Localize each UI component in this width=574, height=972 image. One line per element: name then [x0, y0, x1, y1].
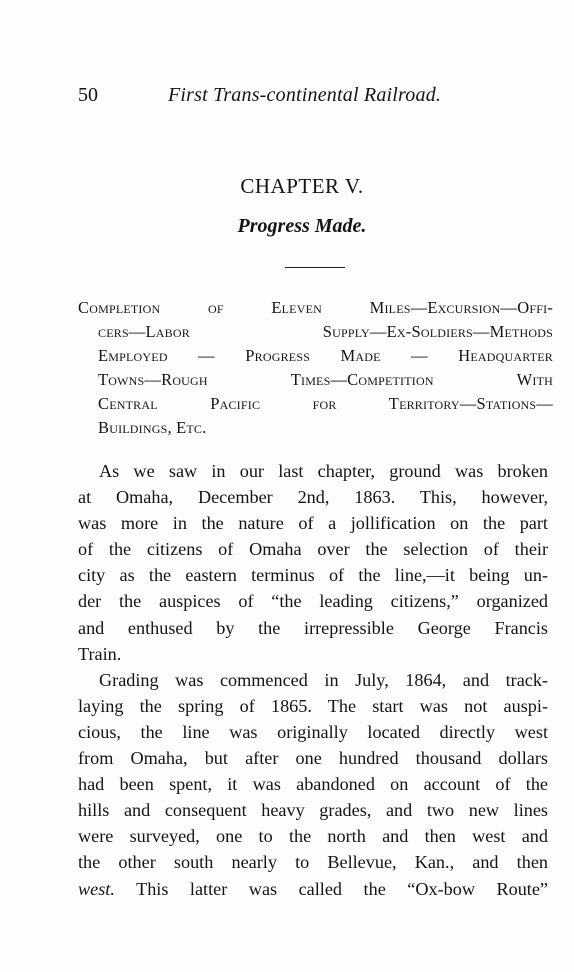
italic-word: west. — [78, 878, 115, 899]
page-number: 50 — [78, 84, 98, 106]
text-line: were surveyed, one to the north and then west and — [78, 826, 548, 847]
body-text — [78, 458, 548, 902]
text-line: hills and consequent heavy grades, and two new lines — [78, 800, 548, 821]
paragraph-1 — [78, 458, 548, 667]
text-line: der the auspices of “the leading citizens,” organized — [78, 591, 548, 612]
synopsis-line: Central Pacific for Territory—Stations— — [98, 394, 553, 413]
chapter-title: Progress Made. — [237, 215, 367, 237]
synopsis-line: Completion of Eleven Miles—Excursion—Offi- — [78, 298, 553, 317]
running-title: First Trans-continental Railroad. — [168, 84, 442, 106]
synopsis-line: Employed — Progress Made — Headquarter — [98, 346, 553, 365]
running-head — [78, 84, 538, 114]
paragraph-2 — [78, 667, 548, 902]
text-line: of the citizens of Omaha over the selection of their — [78, 539, 548, 560]
text-line: at Omaha, December 2nd, 1863. This, however, — [78, 487, 548, 508]
chapter-synopsis — [78, 296, 553, 440]
text-fragment: This latter was called the “Ox-bow Route” — [114, 878, 548, 899]
text-line: cious, the line was originally located directly west — [78, 721, 548, 742]
text-line: and enthused by the irrepressible George Francis — [78, 617, 548, 638]
text-line: laying the spring of 1865. The start was not auspi- — [78, 695, 548, 716]
text-line: from Omaha, but after one hundred thousand dollars — [78, 748, 548, 769]
text-line: had been spent, it was abandoned on account of the — [78, 774, 548, 795]
text-line: Grading was commenced in July, 1864, and track- — [99, 669, 548, 690]
text-line: As we saw in our last chapter, ground was broken — [99, 461, 548, 481]
text-line: city as the eastern terminus of the line,—it being un- — [78, 565, 548, 586]
synopsis-line: cers—Labor Supply—Ex-Soldiers—Methods — [98, 322, 553, 341]
text-line: was more in the nature of a jollification on the part — [78, 513, 548, 534]
text-line — [78, 876, 548, 902]
text-line: Train. — [78, 643, 122, 664]
text-line: the other south nearly to Bellevue, Kan., and then — [78, 852, 548, 873]
synopsis-line: Buildings, Etc. — [98, 418, 207, 437]
divider-rule — [285, 267, 345, 268]
synopsis-line: Towns—Rough Times—Competition With — [98, 370, 553, 389]
chapter-number: CHAPTER V. — [240, 174, 364, 198]
